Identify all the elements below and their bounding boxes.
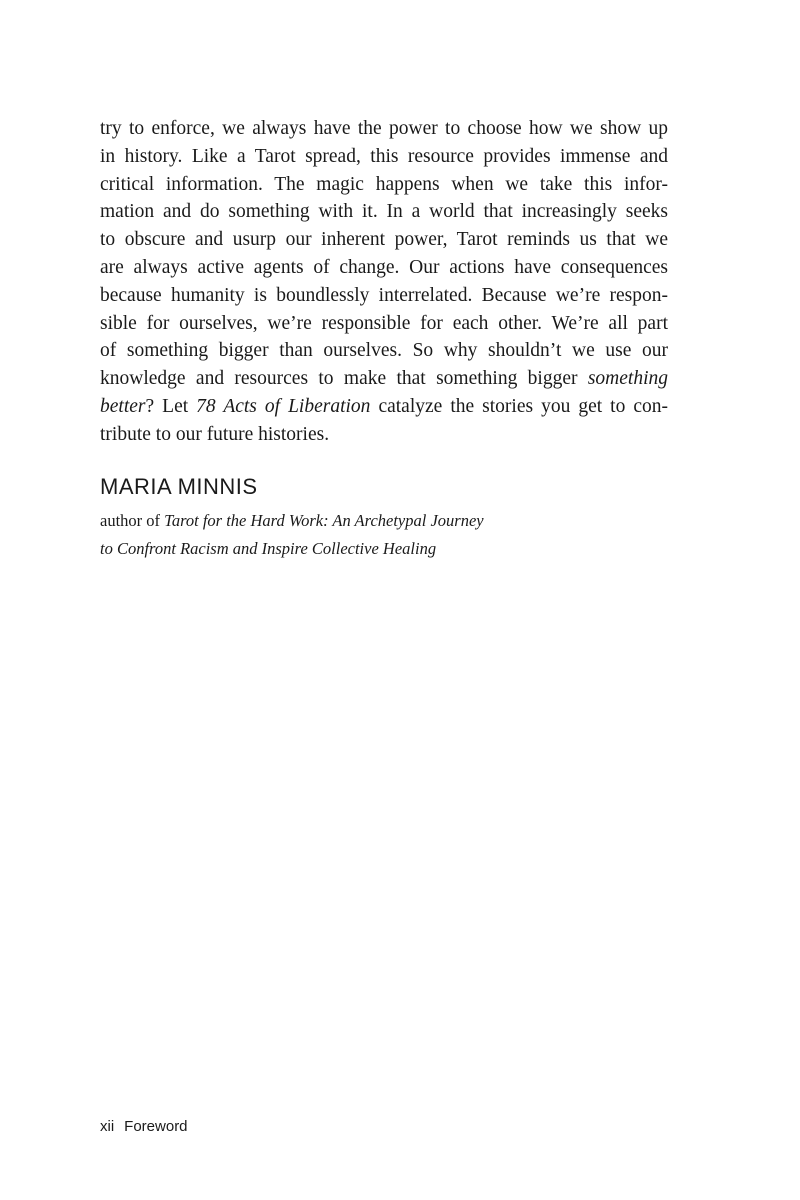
body-line-text: catalyze the stories you get to con- <box>370 395 669 417</box>
author-book-title-line2: to Confront Racism and Inspire Collective Healing <box>100 538 437 558</box>
body-line: because humanity is boundlessly interrelated. Because we’re respon- <box>100 284 668 306</box>
page-footer <box>100 1118 188 1135</box>
body-line: tribute to our future histories. <box>100 423 330 445</box>
body-line-text: knowledge and resources to make that something bigger <box>100 368 588 390</box>
body-line: mation and do something with it. In a world that increasingly seeks <box>100 201 668 223</box>
book-title-text: 78 Acts of Liberation <box>196 395 371 417</box>
foreword-body-text <box>100 115 668 449</box>
body-line: of something bigger than ourselves. So why shouldn’t we use our <box>100 340 668 362</box>
emphasis-text: better <box>100 395 146 417</box>
running-footer-section: Foreword <box>124 1118 188 1135</box>
body-line: to obscure and usurp our inherent power, Tarot reminds us that we <box>100 229 668 251</box>
body-line: in history. Like a Tarot spread, this resource provides immense and <box>100 145 668 167</box>
body-line-text: ? Let <box>145 395 197 417</box>
body-line: are always active agents of change. Our actions have consequences <box>100 256 668 278</box>
emphasis-text: something <box>587 368 668 390</box>
page-number: xii <box>100 1118 115 1135</box>
body-line: try to enforce, we always have the power to choose how we show up <box>100 118 668 139</box>
author-credit <box>100 507 484 562</box>
author-book-title-line1: Tarot for the Hard Work: An Archetypal Journey <box>164 511 484 530</box>
body-line: sible for ourselves, we’re responsible for each other. We’re all part <box>100 312 668 334</box>
body-line <box>100 393 668 421</box>
author-credit-prefix: author of <box>100 511 165 530</box>
body-line <box>100 365 668 393</box>
body-line: critical information. The magic happens when we take this infor- <box>100 173 668 195</box>
author-name: MARIA MINNIS <box>100 474 258 499</box>
